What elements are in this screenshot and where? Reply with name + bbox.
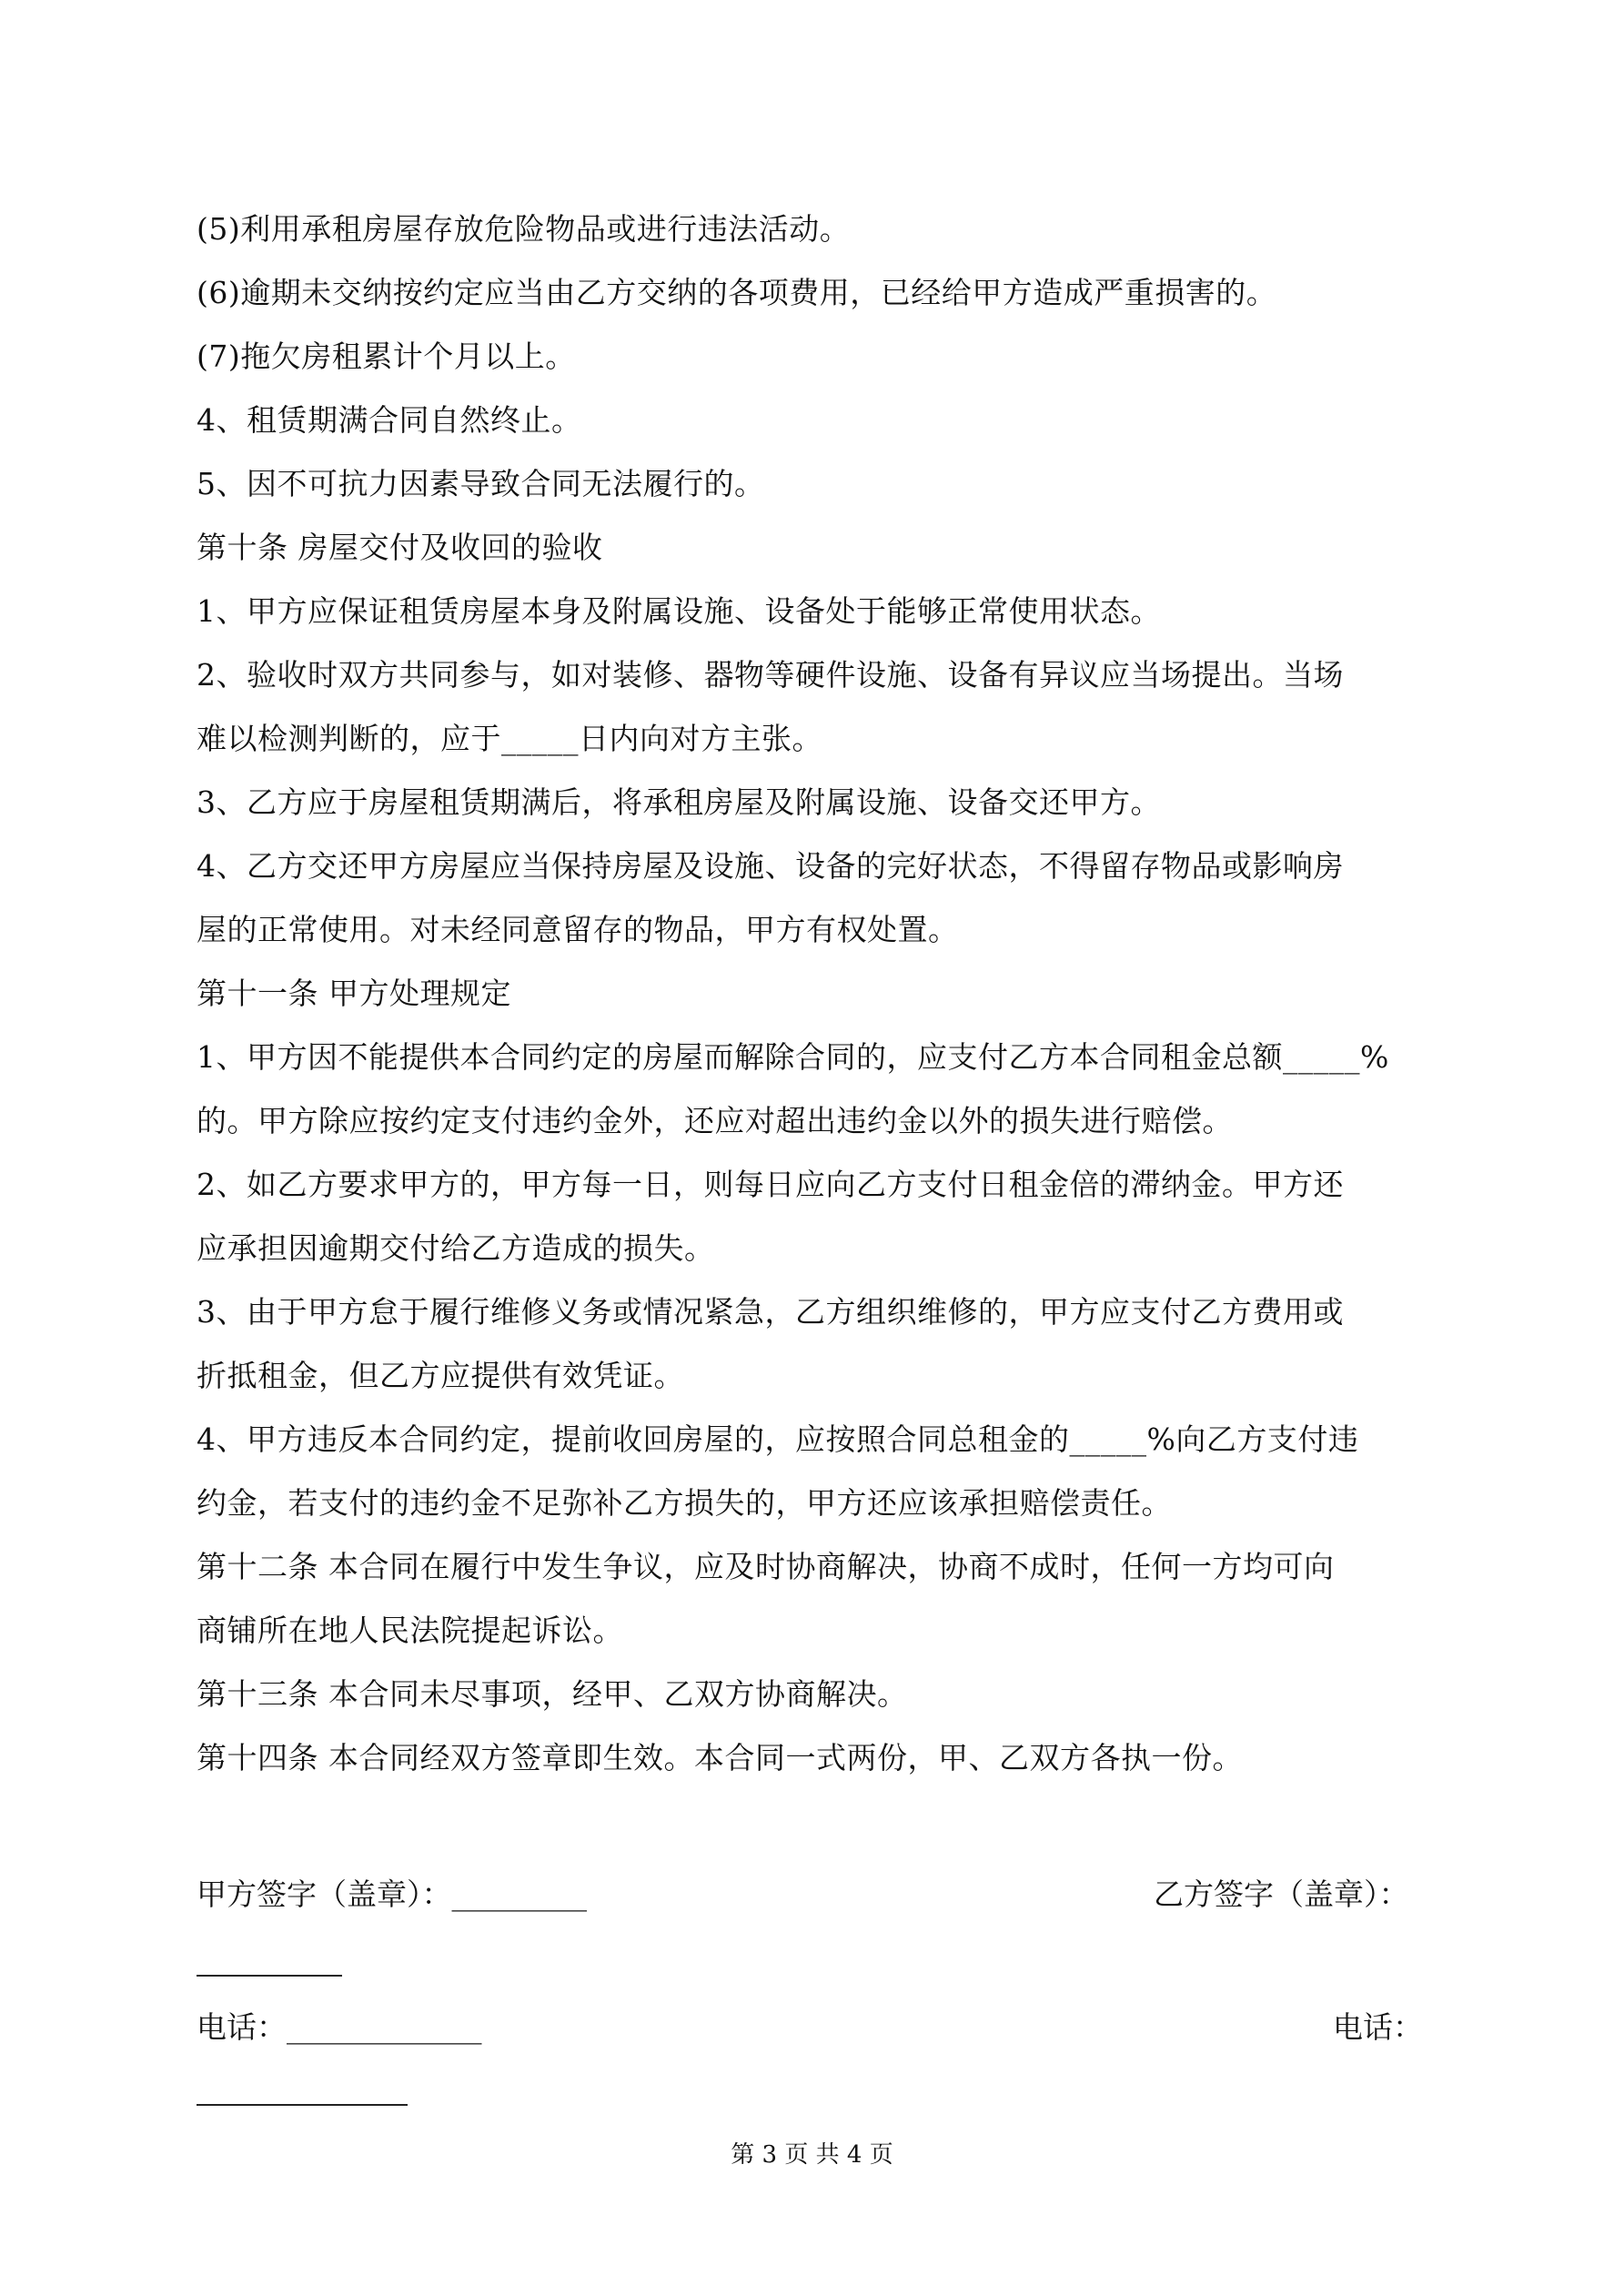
section-heading: 第十三条 本合同未尽事项，经甲、乙双方协商解决。: [197, 1676, 908, 1712]
section-heading: 第十二条 本合同在履行中发生争议，应及时协商解决，协商不成时，任何一方均可向: [197, 1549, 1335, 1584]
clause-line: 2、验收时双方共同参与，如对装修、器物等硬件设施、设备有异议应当场提出。当场: [197, 657, 1344, 693]
clause-line: 的。甲方除应按约定支付违约金外，还应对超出违约金以外的损失进行赔偿。: [197, 1103, 1233, 1138]
clause-line: (7)拖欠房租累计个月以上。: [197, 339, 576, 374]
clause-line: 3、乙方应于房屋租赁期满后，将承租房屋及附属设施、设备交还甲方。: [197, 784, 1161, 820]
clause-line: 3、由于甲方怠于履行维修义务或情况紧急，乙方组织维修的，甲方应支付乙方费用或: [197, 1294, 1344, 1330]
section-heading: 第十四条 本合同经双方签章即生效。本合同一式两份，甲、乙双方各执一份。: [197, 1740, 1243, 1775]
clause-line: 折抵租金，但乙方应提供有效凭证。: [197, 1358, 684, 1393]
section-heading: 第十一条 甲方处理规定: [197, 976, 511, 1011]
clause-line: 约金，若支付的违约金不足弥补乙方损失的，甲方还应该承担赔偿责任。: [197, 1485, 1172, 1521]
clause-line: (6)逾期未交纳按约定应当由乙方交纳的各项费用，已经给甲方造成严重损害的。: [197, 275, 1277, 310]
page-footer: 第 3 页 共 4 页: [731, 2141, 893, 2169]
clause-line: 商铺所在地人民法院提起诉讼。: [197, 1613, 623, 1648]
clause-line: 2、如乙方要求甲方的，甲方每一日，则每日应向乙方支付日租金倍的滞纳金。甲方还: [197, 1167, 1344, 1202]
clause-line: 1、甲方因不能提供本合同约定的房屋而解除合同的，应支付乙方本合同租金总额_____%: [197, 1039, 1389, 1075]
clause-line: 4、租赁期满合同自然终止。: [197, 402, 582, 438]
party-b-phone: 电话：: [1333, 2009, 1423, 2045]
party-a-phone: 电话：_____________: [197, 2009, 482, 2045]
clause-line: 5、因不可抗力因素导致合同无法履行的。: [197, 466, 765, 501]
clause-line: 屋的正常使用。对未经同意留存的物品，甲方有权处置。: [197, 912, 959, 947]
section-heading: 第十条 房屋交付及收回的验收: [197, 530, 603, 565]
clause-line: 难以检测判断的，应于_____日内向对方主张。: [197, 721, 822, 756]
party-b-signature-blank: [197, 1975, 342, 1977]
clause-line: (5)利用承租房屋存放危险物品或进行违法活动。: [197, 211, 851, 247]
clause-line: 4、甲方违反本合同约定，提前收回房屋的，应按照合同总租金的_____%向乙方支付违: [197, 1421, 1359, 1457]
clause-line: 应承担因逾期交付给乙方造成的损失。: [197, 1230, 715, 1266]
clause-line: 4、乙方交还甲方房屋应当保持房屋及设施、设备的完好状态，不得留存物品或影响房: [197, 848, 1344, 884]
clause-line: 1、甲方应保证租赁房屋本身及附属设施、设备处于能够正常使用状态。: [197, 593, 1161, 629]
party-b-signature: 乙方签字（盖章）：: [1154, 1876, 1409, 1912]
party-a-signature: 甲方签字（盖章）：_________: [197, 1876, 587, 1912]
party-b-phone-blank: [197, 2104, 408, 2106]
